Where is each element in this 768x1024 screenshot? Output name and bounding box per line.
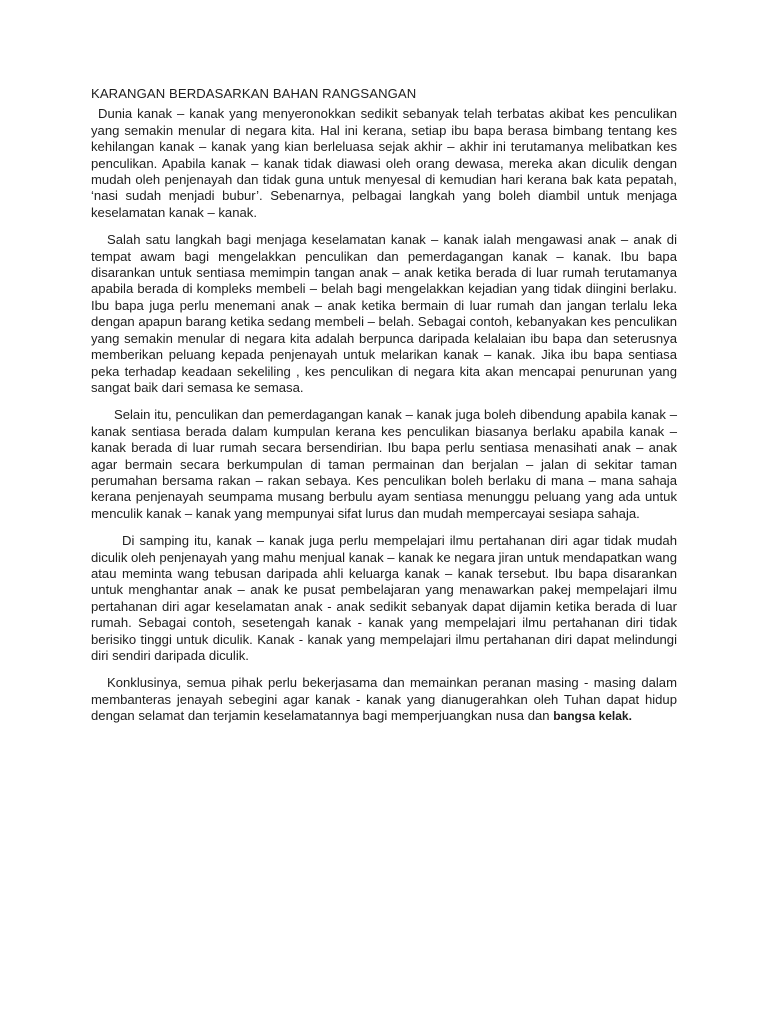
paragraph-conclusion bbox=[91, 675, 677, 724]
conclusion-closing-bold: bangsa kelak. bbox=[553, 709, 632, 724]
conclusion-text: Konklusinya, semua pihak perlu bekerjasama dan memainkan peranan masing - masing dalam membanteras jenayah sebegini agar kanak - kanak yang dianugerahkan oleh Tuhan dapat hidup dengan selamat dan terjamin keselamatannya bagi memperjuangkan nusa dan bbox=[91, 675, 677, 724]
document-title: KARANGAN BERDASARKAN BAHAN RANGSANGAN bbox=[91, 86, 417, 101]
paragraph-supervise-children: Salah satu langkah bagi menjaga keselamatan kanak – kanak ialah mengawasi anak – anak di tempat awam bagi mengelakkan penculikan dan pemerdagangan kanak – kanak. Ibu bapa disarankan untuk sentiasa memimpin tangan anak – anak ketika berada di luar rumah terutamanya apabila berada di kompleks membeli – belah bagi mengelakkan kejadian yang tidak diingini berlaku. Ibu bapa juga perlu menemani anak – anak ketika bermain di luar rumah dan jangan terlalu leka dengan apapun barang ketika sedang membeli – belah. Sebagai contoh, kebanyakan kes penculikan yang semakin menular di negara kita adalah berpunca daripada kelalaian ibu bapa dan seterusnya memberikan peluang kepada penjenayah untuk melarikan kanak – kanak. Jika ibu bapa sentiasa peka terhadap keadaan sekeliling , kes penculikan di negara kita akan mencapai penurunan yang sangat baik dari semasa ke semasa. bbox=[91, 232, 678, 395]
document-body bbox=[91, 86, 677, 736]
paragraph-introduction: Dunia kanak – kanak yang menyeronokkan sedikit sebanyak telah terbatas akibat kes penculikan yang semakin menular di negara kita. Hal ini kerana, setiap ibu bapa berasa bimbang tentang kes kehilangan kanak – kanak yang kian berleluasa sejak akhir – akhir ini terutamanya melibatkan kes penculikan. Apabila kanak – kanak tidak diawasi oleh orang dewasa, mereka akan diculik dengan mudah oleh penjenayah dan tidak guna untuk menyesal di kemudian hari kerana bak kata pepatah, ‘nasi sudah menjadi bubur’. Sebenarnya, pelbagai langkah yang boleh diambil untuk menjaga keselamatan kanak – kanak. bbox=[91, 106, 677, 220]
paragraph-self-defense: Di samping itu, kanak – kanak juga perlu mempelajari ilmu pertahanan diri agar tidak mudah diculik oleh penjenayah yang mahu menjual kanak – kanak ke negara jiran untuk mendapatkan wang atau meminta wang tebusan daripada ahli keluarga kanak – kanak tersebut. Ibu bapa disarankan untuk menghantar anak – anak ke pusat pembelajaran yang menawarkan pakej mempelajari ilmu pertahanan diri agar keselamatan anak - anak sedikit sebanyak dapat dijamin ketika berada di luar rumah. Sebagai contoh, sesetengah kanak - kanak yang mempelajari ilmu pertahanan diri tidak berisiko tinggi untuk diculik. Kanak - kanak yang mempelajari ilmu pertahanan diri dapat melindungi diri sendiri daripada diculik. bbox=[91, 533, 677, 663]
paragraph-stay-in-groups: Selain itu, penculikan dan pemerdagangan kanak – kanak juga boleh dibendung apabila kanak – kanak sentiasa berada dalam kumpulan kerana kes penculikan biasanya berlaku apabila kanak – kanak berada di luar rumah secara bersendirian. Ibu bapa perlu sentiasa menasihati anak – anak agar bermain secara berkumpulan di taman permainan dan berjalan – jalan di sekitar taman perumahan bersama rakan – rakan sebaya. Kes penculikan boleh berlaku di mana – mana sahaja kerana penjenayah seumpama musang berbulu ayam sentiasa menunggu peluang yang ada untuk menculik kanak – kanak yang mempunyai sifat lurus dan mudah mempercayai sesiapa sahaja. bbox=[91, 407, 677, 521]
